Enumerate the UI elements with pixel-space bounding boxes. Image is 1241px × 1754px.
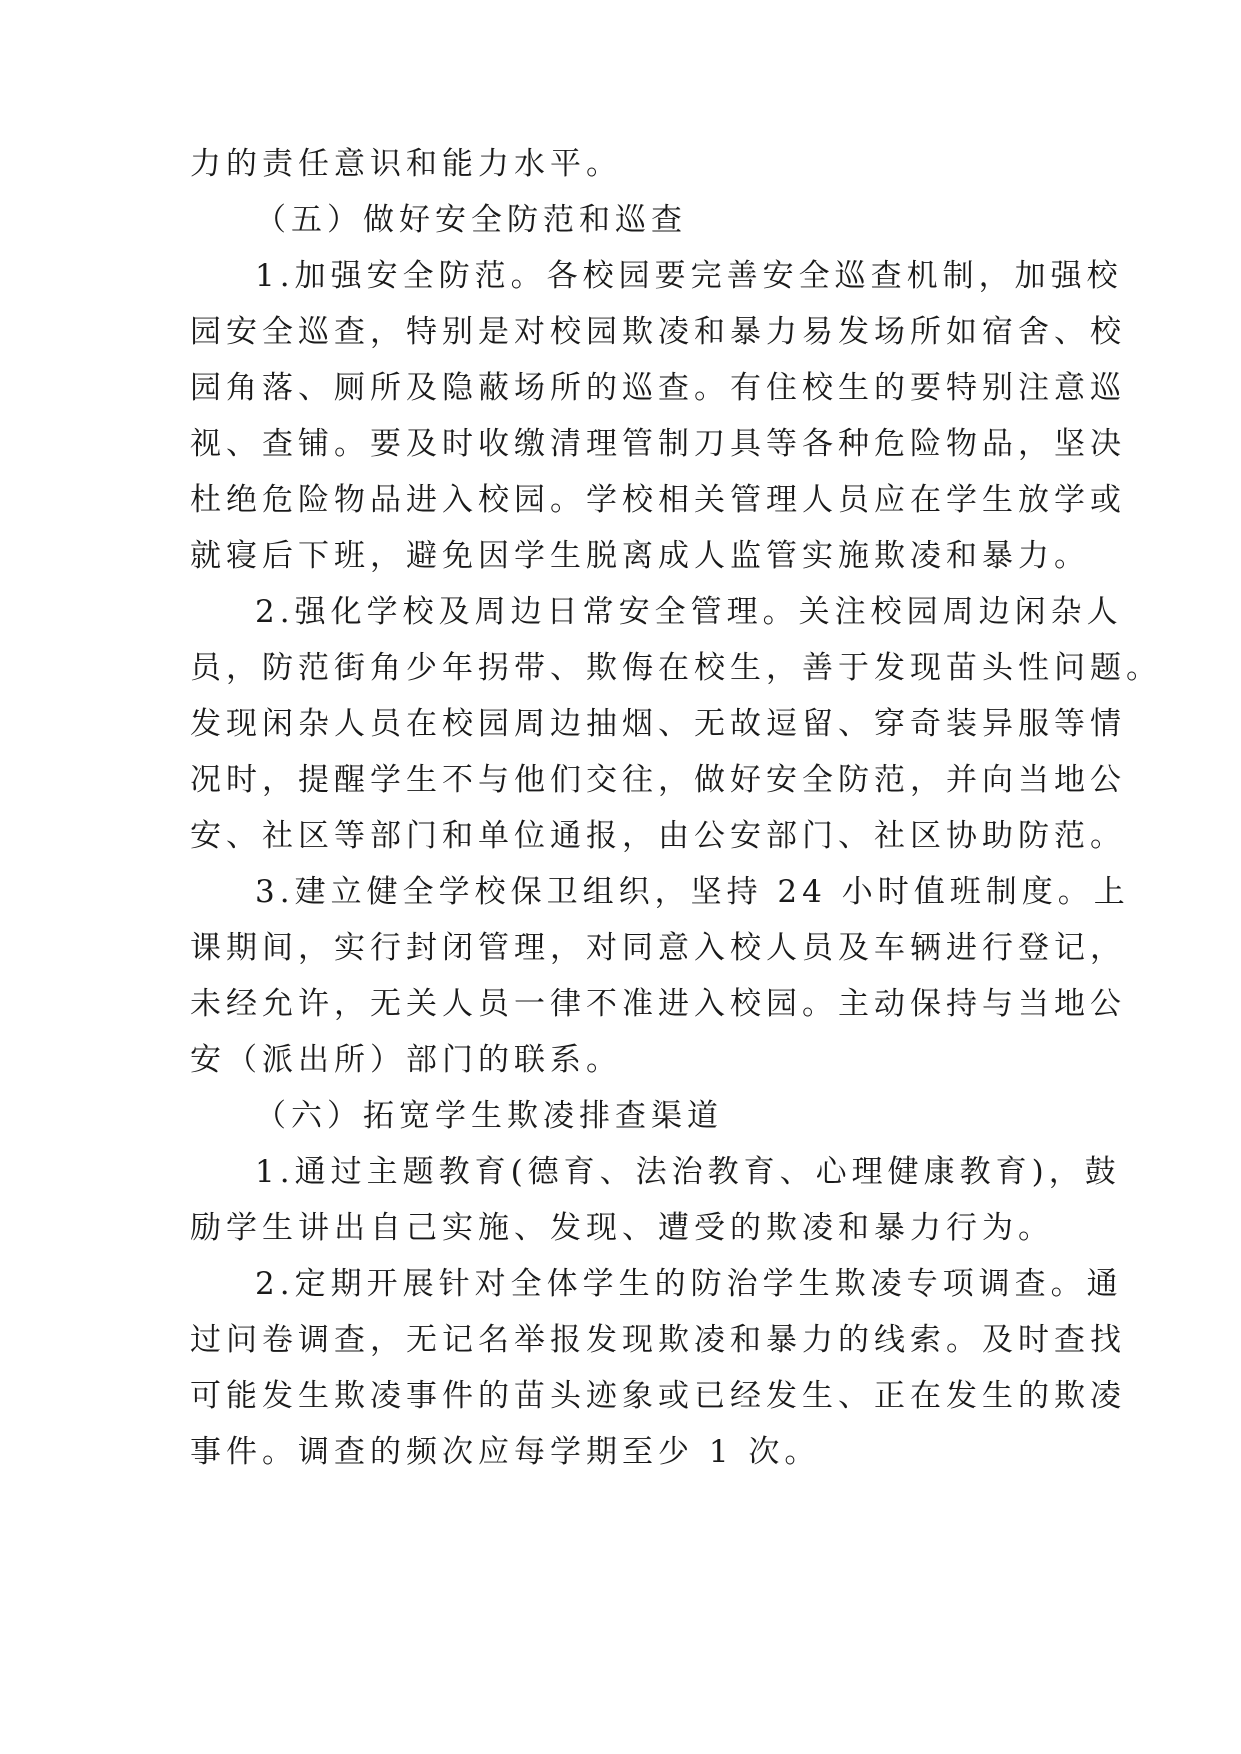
paragraph-line: 课期间，实行封闭管理，对同意入校人员及车辆进行登记， — [190, 930, 1126, 966]
paragraph-line: 视、查铺。要及时收缴清理管制刀具等各种危险物品，坚决 — [190, 426, 1126, 462]
paragraph-line: 2.强化学校及周边日常安全管理。关注校园周边闲杂人 — [255, 594, 1123, 630]
paragraph-line: 安、社区等部门和单位通报，由公安部门、社区协助防范。 — [190, 818, 1126, 854]
paragraph-line: 杜绝危险物品进入校园。学校相关管理人员应在学生放学或 — [190, 482, 1126, 518]
paragraph-line: 就寝后下班，避免因学生脱离成人监管实施欺凌和暴力。 — [190, 538, 1090, 574]
paragraph-line: 2.定期开展针对全体学生的防治学生欺凌专项调查。通 — [255, 1266, 1123, 1302]
paragraph-line: 励学生讲出自己实施、发现、遭受的欺凌和暴力行为。 — [190, 1210, 1054, 1246]
paragraph-line: 1.加强安全防范。各校园要完善安全巡查机制，加强校 — [255, 258, 1123, 294]
section-heading: （五）做好安全防范和巡查 — [255, 202, 687, 238]
paragraph-line: 况时，提醒学生不与他们交往，做好安全防范，并向当地公 — [190, 762, 1126, 798]
paragraph-line: 园角落、厕所及隐蔽场所的巡查。有住校生的要特别注意巡 — [190, 370, 1126, 406]
paragraph-line: 安（派出所）部门的联系。 — [190, 1042, 622, 1078]
section-heading: （六）拓宽学生欺凌排查渠道 — [255, 1098, 723, 1134]
paragraph-line: 1.通过主题教育(德育、法治教育、心理健康教育)，鼓 — [255, 1154, 1121, 1190]
paragraph-line: 园安全巡查，特别是对校园欺凌和暴力易发场所如宿舍、校 — [190, 314, 1126, 350]
paragraph-line: 发现闲杂人员在校园周边抽烟、无故逗留、穿奇装异服等情 — [190, 706, 1126, 742]
paragraph-line: 未经允许，无关人员一律不准进入校园。主动保持与当地公 — [190, 986, 1126, 1022]
paragraph-line: 3.建立健全学校保卫组织，坚持 24 小时值班制度。上 — [255, 874, 1130, 910]
paragraph-line: 可能发生欺凌事件的苗头迹象或已经发生、正在发生的欺凌 — [190, 1378, 1126, 1414]
paragraph-line: 员，防范街角少年拐带、欺侮在校生，善于发现苗头性问题。 — [190, 650, 1162, 686]
paragraph-line: 事件。调查的频次应每学期至少 1 次。 — [190, 1434, 821, 1470]
paragraph-line: 过问卷调查，无记名举报发现欺凌和暴力的线索。及时查找 — [190, 1322, 1126, 1358]
paragraph-line: 力的责任意识和能力水平。 — [190, 146, 622, 182]
